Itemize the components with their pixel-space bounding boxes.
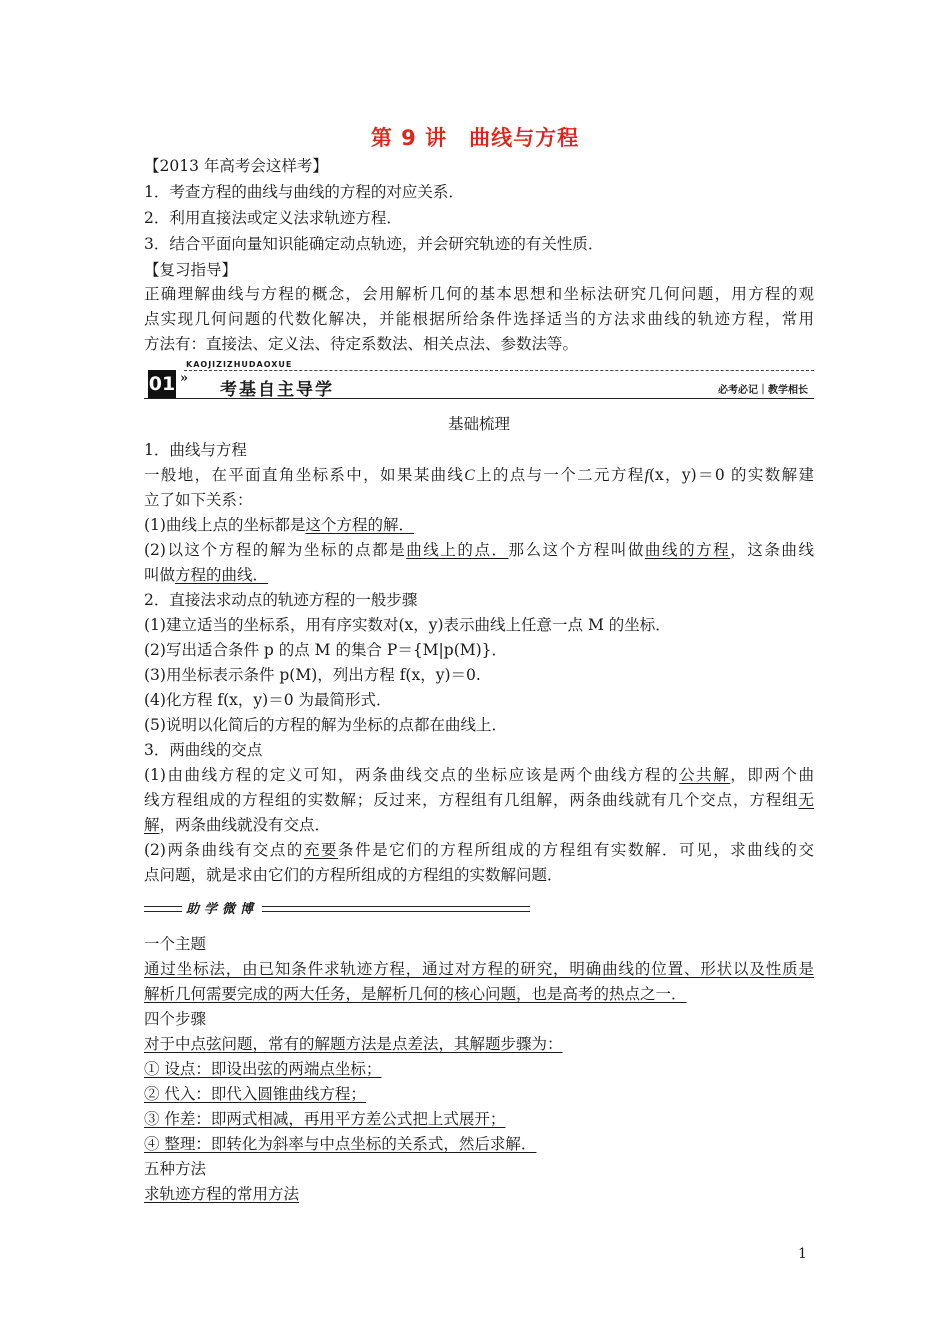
- s3-point-2: (2)两条曲线有交点的充要条件是它们的方程所组成的方程组有实数解．可见，求曲线的交: [144, 841, 814, 859]
- banner-pinyin: KAOJIZIZHUDAOXUE: [186, 360, 293, 369]
- exam-point-1: 1．考查方程的曲线与曲线的方程的对应关系．: [144, 183, 464, 201]
- helper-steps-title: 四个步骤: [144, 1010, 207, 1028]
- s1-point-2: (2)以这个方程的解为坐标的点都是曲线上的点．那么这个方程叫做曲线的方程，这条曲线: [144, 541, 814, 559]
- helper-theme-line-2: 解析几何需要完成的两大任务，是解析几何的核心问题，也是高考的热点之一．: [144, 985, 687, 1003]
- s2-heading: 2．直接法求动点的轨迹方程的一般步骤: [144, 591, 418, 609]
- s3-point-2-line-2: 点问题，就是求由它们的方程所组成的方程组的实数解问题．: [144, 866, 563, 884]
- s2-step-4: (4)化方程 f(x，y)＝0 为最简形式．: [144, 691, 392, 709]
- helper-methods-title: 五种方法: [144, 1160, 207, 1178]
- s2-step-5: (5)说明以化简后的方程的解为坐标的点都在曲线上．: [144, 716, 507, 734]
- review-line-3: 方法有：直接法、定义法、待定系数法、相关点法、参数法等。: [144, 335, 579, 353]
- section-banner: [144, 362, 814, 402]
- review-header: 【复习指导】: [144, 261, 238, 279]
- s2-step-1: (1)建立适当的坐标系，用有序实数对(x，y)表示曲线上任意一点 M 的坐标．: [144, 616, 671, 634]
- s1-point-3: 叫做方程的曲线．: [144, 566, 269, 584]
- banner-arrow-icon: »: [180, 371, 189, 386]
- banner-rule: [144, 398, 814, 399]
- s1-intro-2: 立了如下关系：: [144, 491, 253, 509]
- s3-point-1-line-3: 解，两条曲线就没有交点．: [144, 816, 331, 834]
- helper-label: 助学微博: [182, 898, 262, 917]
- page-title: 第 9 讲 曲线与方程: [370, 126, 580, 150]
- exam-header: 【2013 年高考会这样考】: [144, 157, 328, 175]
- s3-point-1-line-2: 线方程组成的方程组的实数解；反过来，方程组有几组解，两条曲线就有几个交点，方程组无: [144, 791, 814, 809]
- s2-step-2: (2)写出适合条件 p 的点 M 的集合 P＝{M|p(M)}．: [144, 641, 508, 659]
- helper-theme-title: 一个主题: [144, 935, 207, 953]
- s3-heading: 3．两曲线的交点: [144, 741, 263, 759]
- s1-intro: 一般地，在平面直角坐标系中，如果某曲线C上的点与一个二元方程f(x，y)＝0 的实数解建: [144, 466, 814, 484]
- s1-heading: 1．曲线与方程: [144, 441, 247, 459]
- helper-steps-line-5: ④ 整理：即转化为斜率与中点坐标的关系式，然后求解．: [144, 1135, 537, 1153]
- basics-title: 基础梳理: [447, 415, 510, 433]
- s1-point-1: (1)曲线上点的坐标都是这个方程的解．: [144, 516, 414, 534]
- helper-theme-line-1: 通过坐标法，由已知条件求轨迹方程，通过对方程的研究，明确曲线的位置、形状以及性质是: [144, 960, 814, 978]
- helper-methods-line: 求轨迹方程的常用方法: [144, 1185, 300, 1203]
- helper-steps-line-1: 对于中点弦问题，常有的解题方法是点差法，其解题步骤为：: [144, 1035, 563, 1053]
- banner-section-title: 考基自主导学: [220, 380, 334, 400]
- review-line-1: 正确理解曲线与方程的概念，会用解析几何的基本思想和坐标法研究几何问题，用方程的观: [144, 285, 814, 303]
- helper-steps-line-3: ② 代入：即代入圆锥曲线方程；: [144, 1085, 366, 1103]
- exam-point-3: 3．结合平面向量知识能确定动点轨迹，并会研究轨迹的有关性质．: [144, 235, 604, 253]
- helper-steps-line-4: ③ 作差：即两式相减，再用平方差公式把上式展开；: [144, 1110, 506, 1128]
- helper-steps-line-2: ① 设点：即设出弦的两端点坐标；: [144, 1060, 382, 1078]
- banner-number: 01: [148, 370, 176, 398]
- banner-right-label: 必考必记｜教学相长: [718, 385, 808, 396]
- s2-step-3: (3)用坐标表示条件 p(M)，列出方程 f(x，y)＝0.: [144, 666, 481, 684]
- helper-banner: [144, 898, 530, 918]
- banner-dashed-line: [184, 370, 814, 371]
- review-line-2: 点实现几何问题的代数化解决，并能根据所给条件选择适当的方法求曲线的轨迹方程，常用: [144, 310, 814, 328]
- exam-point-2: 2．利用直接法或定义法求轨迹方程．: [144, 209, 402, 227]
- page-number: 1: [798, 1246, 807, 1262]
- s3-point-1: (1)由曲线方程的定义可知，两条曲线交点的坐标应该是两个曲线方程的公共解，即两个曲: [144, 766, 814, 784]
